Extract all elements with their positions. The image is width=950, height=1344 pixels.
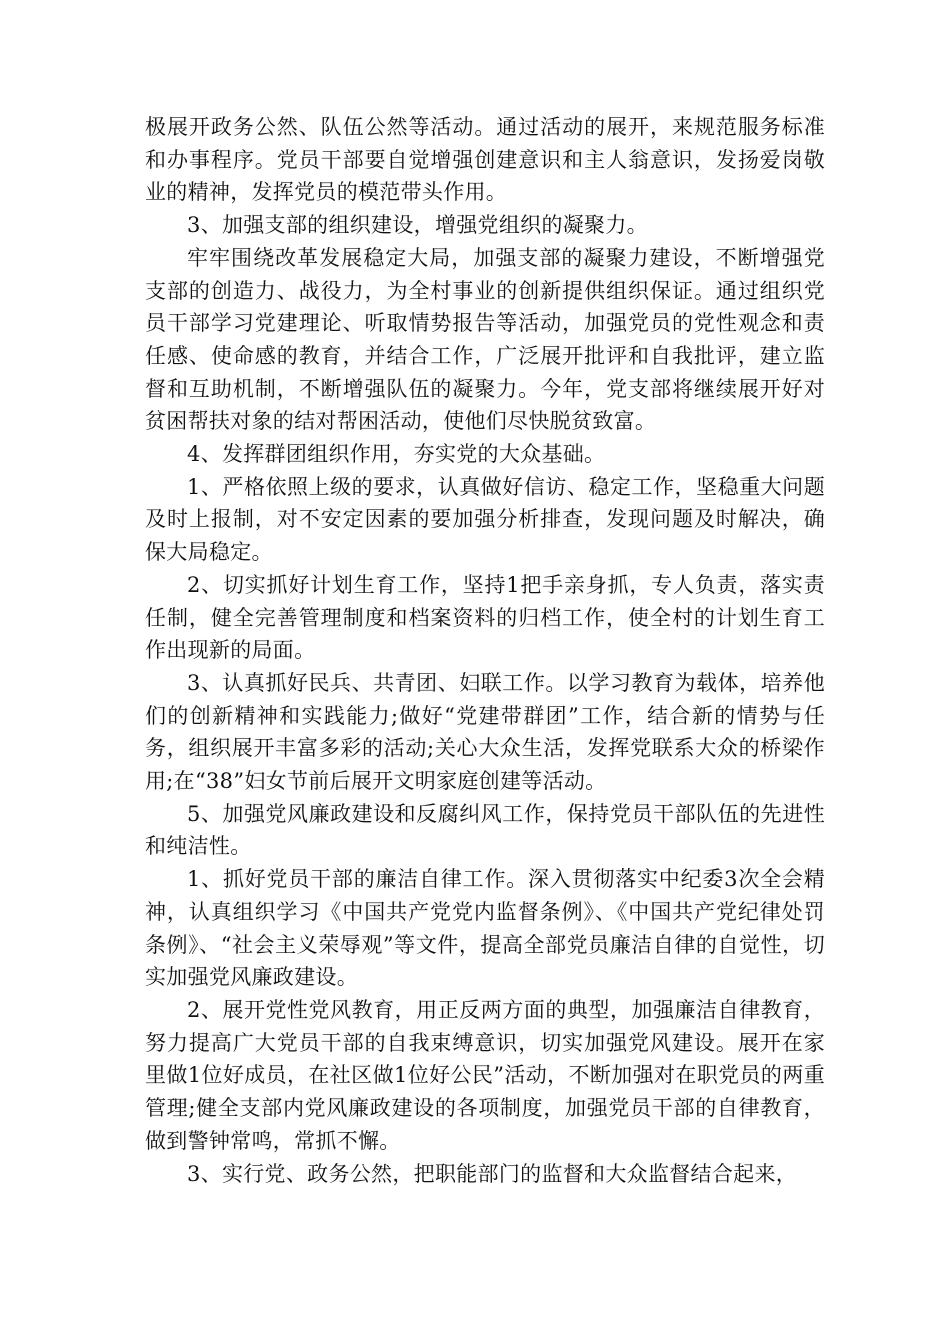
section-heading-3: 3、加强支部的组织建设，增强党组织的凝聚力。 [187, 213, 648, 238]
section-heading-4: 4、发挥群团组织作用，夯实党的大众基础。 [187, 442, 606, 467]
paragraph-continuation: 极展开政务公然、队伍公然等活动。通过活动的展开，来规范服务标准和办事程序。党员干部要自觉增强创建意识和主人翁意识，发扬爱岗敬业的精神，发挥党员的模范带头作用。 [145, 115, 825, 205]
paragraph-item-3-transparency: 3、实行党、政务公然，把职能部门的监督和大众监督结合起来， [187, 1161, 798, 1186]
paragraph-item-1-self-discipline: 1、抓好党员干部的廉洁自律工作。深入贯彻落实中纪委3次全会精神，认真组织学习《中国共产党党内监督条例》、《中国共产党纪律处罚条例》、“社会主义荣辱观”等文件，提高全部党员廉洁自律的自觉性，切实加强党风廉政建设。 [145, 867, 825, 990]
paragraph-cohesion: 牢牢围绕改革发展稳定大局，加强支部的凝聚力建设，不断增强党支部的创造力、战役力，为全村事业的创新提供组织保证。通过组织党员干部学习党建理论、听取情势报告等活动，加强党员的党性观念和责任感、使命感的教育，并结合工作，广泛展开批评和自我批评，建立监督和互助机制，不断增强队伍的凝聚力。今年，党支部将继续展开好对贫困帮扶对象的结对帮困活动，使他们尽快脱贫致富。 [145, 245, 825, 434]
paragraph-item-2-family-planning: 2、切实抓好计划生育工作，坚持1把手亲身抓，专人负责，落实责任制，健全完善管理制度和档案资料的归档工作，使全村的计划生育工作出现新的局面。 [145, 572, 825, 663]
paragraph-item-1-petition: 1、严格依照上级的要求，认真做好信访、稳定工作，坚稳重大问题及时上报制，对不安定因素的要加强分析排查，发现问题及时解决，确保大局稳定。 [145, 474, 825, 565]
document-body [145, 111, 825, 1190]
paragraph-item-2-party-education: 2、展开党性党风教育，用正反两方面的典型，加强廉洁自律教育，努力提高广大党员干部的自我束缚意识，切实加强党风建设。展开在家里做1位好成员，在社区做1位好公民”活动，不断加强对在职党员的两重管理;健全支部内党风廉政建设的各项制度，加强党员干部的自律教育，做到警钟常鸣，常抓不懈。 [145, 997, 825, 1153]
paragraph-item-3-mass-organizations: 3、认真抓好民兵、共青团、妇联工作。以学习教育为载体，培养他们的创新精神和实践能力;做好“党建带群团”工作，结合新的情势与任务，组织展开丰富多彩的活动;关心大众生活，发挥党联系大众的桥梁作用;在“38”妇女节前后展开文明家庭创建等活动。 [145, 670, 825, 794]
section-heading-5: 5、加强党风廉政建设和反腐纠风工作，保持党员干部队伍的先进性和纯洁性。 [145, 801, 825, 859]
